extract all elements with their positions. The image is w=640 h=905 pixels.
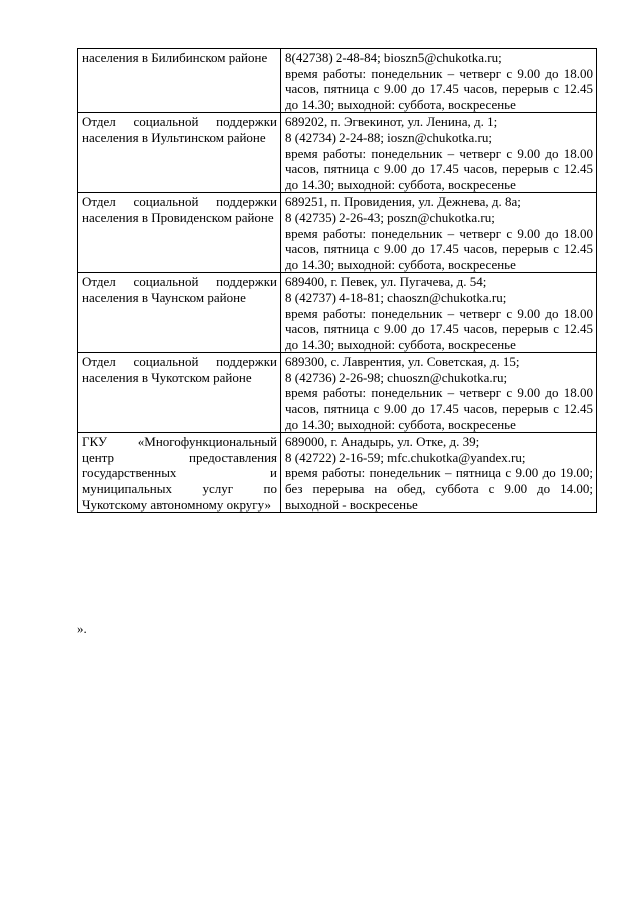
office-contacts: 8 (42737) 4-18-81; chaoszn@chukotka.ru; — [285, 289, 507, 305]
table-row — [78, 273, 597, 353]
office-contact — [281, 433, 597, 513]
office-name: ГКУ «Многофункциональный центр предоставления государственных и муниципальных услуг по Чукотскому автономному округу» — [78, 433, 281, 513]
office-hours: время работы: понедельник – четверг с 9.00 до 18.00 часов, пятница с 9.00 до 17.45 часов, перерыв с 12.45 до 14.30; выходной: суббота, воскресенье — [285, 65, 593, 112]
office-contact — [281, 193, 597, 273]
office-hours: время работы: понедельник – пятница с 9.00 до 19.00; без перерыва на обед, суббота с 9.00 до 14.00; выходной - воскресенье — [285, 465, 593, 512]
closing-quote: ». — [77, 621, 87, 636]
office-contacts: 8 (42735) 2-26-43; poszn@chukotka.ru; — [285, 209, 495, 225]
office-name: Отдел социальной поддержки населения в Чаунском районе — [78, 273, 281, 353]
office-name: Отдел социальной поддержки населения в Чукотском районе — [78, 353, 281, 433]
office-address: 689300, с. Лаврентия, ул. Советская, д. 15; — [285, 354, 520, 370]
office-name: Отдел социальной поддержки населения в Провиденском районе — [78, 193, 281, 273]
offices-table — [77, 48, 597, 513]
office-hours: время работы: понедельник – четверг с 9.00 до 18.00 часов, пятница с 9.00 до 17.45 часов, перерыв с 12.45 до 14.30; выходной: суббота, воскресенье — [285, 225, 593, 272]
office-address: 689251, п. Провидения, ул. Дежнева, д. 8а; — [285, 194, 521, 210]
office-contact — [281, 273, 597, 353]
office-contacts: 8 (42734) 2-24-88; ioszn@chukotka.ru; — [285, 129, 492, 145]
office-contacts: 8(42738) 2-48-84; bioszn5@chukotka.ru; — [285, 50, 502, 65]
office-address: 689202, п. Эгвекинот, ул. Ленина, д. 1; — [285, 114, 498, 130]
office-address: 689000, г. Анадырь, ул. Отке, д. 39; — [285, 434, 480, 450]
office-contacts: 8 (42722) 2-16-59; mfc.chukotka@yandex.ru; — [285, 449, 526, 465]
office-hours: время работы: понедельник – четверг с 9.00 до 18.00 часов, пятница с 9.00 до 17.45 часов, перерыв с 12.45 до 14.30; выходной: суббота, воскресенье — [285, 145, 593, 192]
table-row — [78, 113, 597, 193]
office-contact — [281, 353, 597, 433]
office-hours: время работы: понедельник – четверг с 9.00 до 18.00 часов, пятница с 9.00 до 17.45 часов, перерыв с 12.45 до 14.30; выходной: суббота, воскресенье — [285, 385, 593, 432]
table-row — [78, 193, 597, 273]
table-row — [78, 49, 597, 113]
office-name: Отдел социальной поддержки населения в Иультинском районе — [78, 113, 281, 193]
office-name: населения в Билибинском районе — [78, 49, 281, 113]
table-row — [78, 433, 597, 513]
office-contact — [281, 49, 597, 113]
office-contact — [281, 113, 597, 193]
office-contacts: 8 (42736) 2-26-98; chuoszn@chukotka.ru; — [285, 369, 508, 385]
table-row — [78, 353, 597, 433]
office-hours: время работы: понедельник – четверг с 9.00 до 18.00 часов, пятница с 9.00 до 17.45 часов, перерыв с 12.45 до 14.30; выходной: суббота, воскресенье — [285, 305, 593, 352]
office-address: 689400, г. Певек, ул. Пугачева, д. 54; — [285, 274, 487, 290]
